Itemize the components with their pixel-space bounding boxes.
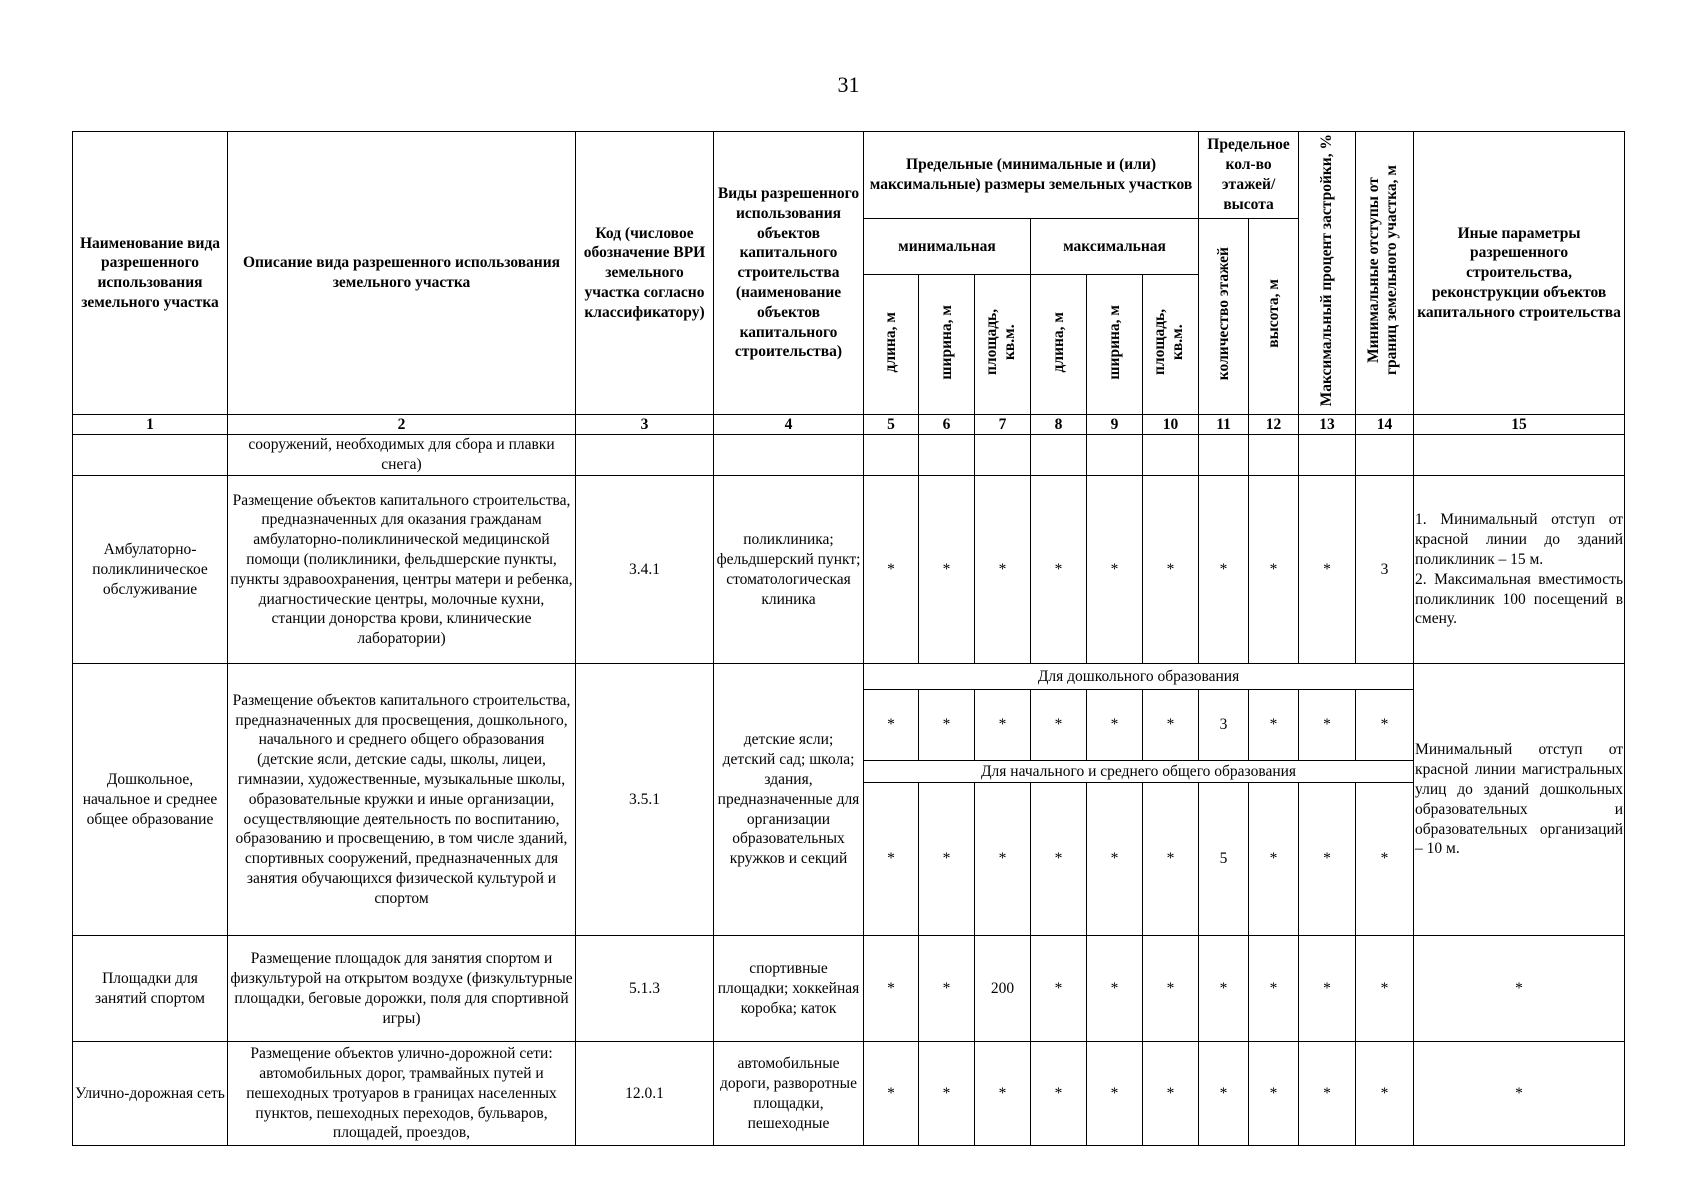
row-name: Амбулаторно-поликлиническое обслуживание <box>73 476 228 664</box>
land-use-table <box>72 131 1625 1146</box>
cell-empty <box>1087 435 1143 476</box>
cell-empty <box>1143 435 1199 476</box>
col-number: 14 <box>1356 415 1414 435</box>
row-other-item: 2. Максимальная вместимость поликлиник 100 посещений в смену. <box>1415 570 1624 628</box>
header-floors-group: Предельное кол-во этажей/ высота <box>1199 132 1299 219</box>
col-number: 13 <box>1299 415 1356 435</box>
cell-empty <box>1414 435 1625 476</box>
cell-empty <box>1199 435 1249 476</box>
header-name: Наименование вида разрешенного использования земельного участка <box>73 132 228 415</box>
cell-empty <box>73 435 228 476</box>
value-cell: * <box>975 690 1031 761</box>
header-max-length <box>1031 275 1087 415</box>
value-cell: * <box>1087 783 1143 936</box>
school-caption: Для начального и среднего общего образования <box>864 761 1414 783</box>
value-cell: * <box>919 690 975 761</box>
col-number: 15 <box>1414 415 1625 435</box>
value-cell: * <box>1143 783 1199 936</box>
header-max-area <box>1143 275 1199 415</box>
header-setbacks <box>1356 132 1414 415</box>
header-floors <box>1199 219 1249 415</box>
header-max-width-text: ширина, м <box>1105 304 1123 380</box>
value-cell: 3 <box>1199 690 1249 761</box>
value-cell: 3 <box>1356 476 1414 664</box>
col-number: 12 <box>1249 415 1299 435</box>
value-cell: * <box>1356 1042 1414 1146</box>
cell-empty <box>714 435 864 476</box>
value-cell: * <box>1249 783 1299 936</box>
value-cell: * <box>1087 1042 1143 1146</box>
value-cell: * <box>1143 1042 1199 1146</box>
row-other: * <box>1414 1042 1625 1146</box>
value-cell: * <box>975 783 1031 936</box>
cell-empty <box>864 435 919 476</box>
value-cell: * <box>1143 690 1199 761</box>
header-height-text: высота, м <box>1264 279 1282 349</box>
row-code: 5.1.3 <box>576 936 714 1042</box>
header-code: Код (числовое обозначение ВРИ земельного участка согласно классификатору) <box>576 132 714 415</box>
value-cell: * <box>1031 1042 1087 1146</box>
value-cell: * <box>975 1042 1031 1146</box>
value-cell: * <box>919 936 975 1042</box>
col-number: 9 <box>1087 415 1143 435</box>
row-objects: детские ясли; детский сад; школа; здания, предназначенные для организации образовательных кружков и секций <box>714 664 864 936</box>
header-min-length <box>864 275 919 415</box>
value-cell: * <box>864 1042 919 1146</box>
row-other-item: 1. Минимальный отступ от красной линии до зданий поликлиник – 15 м. <box>1415 511 1624 568</box>
value-cell: * <box>1199 476 1249 664</box>
table-row <box>73 476 1625 664</box>
row-description: сооружений, необходимых для сбора и плавки снега) <box>228 435 576 476</box>
value-cell: * <box>1299 476 1356 664</box>
value-cell: * <box>864 783 919 936</box>
header-min-area-text: площадь, кв.м. <box>982 308 1018 375</box>
header-min: минимальная <box>864 219 1031 275</box>
header-setbacks-text: Минимальные отступы от границ земельного участка, м <box>1364 165 1400 376</box>
row-other: Минимальный отступ от красной линии магистральных улиц до зданий дошкольных образовательных и образовательных организаций – 10 м. <box>1414 664 1625 936</box>
value-cell: 200 <box>975 936 1031 1042</box>
value-cell: * <box>1087 690 1143 761</box>
header-objects: Виды разрешенного использования объектов капитального строительства (наименование объектов капитального строительства) <box>714 132 864 415</box>
table-row <box>73 1042 1625 1146</box>
row-description: Размещение объектов улично-дорожной сети: автомобильных дорог, трамвайных путей и пешеходных тротуаров в границах населенных пунктов, пешеходных переходов, бульваров, площадей, проездов, <box>228 1042 576 1146</box>
value-cell: * <box>1249 690 1299 761</box>
value-cell: * <box>1087 476 1143 664</box>
cell-empty <box>1031 435 1087 476</box>
row-other <box>1414 476 1625 664</box>
value-cell: * <box>1356 690 1414 761</box>
value-cell: * <box>1249 936 1299 1042</box>
value-cell: * <box>1031 476 1087 664</box>
value-cell: * <box>919 783 975 936</box>
page-number: 31 <box>837 72 860 97</box>
col-number: 11 <box>1199 415 1249 435</box>
column-numbers-row <box>73 415 1625 435</box>
header-other: Иные параметры разрешенного строительства, реконструкции объектов капитального строительства <box>1414 132 1625 415</box>
preschool-caption: Для дошкольного образования <box>864 664 1414 690</box>
row-objects: спортивные площадки; хоккейная коробка; каток <box>714 936 864 1042</box>
row-code: 3.5.1 <box>576 664 714 936</box>
col-number: 8 <box>1031 415 1087 435</box>
cell-empty <box>576 435 714 476</box>
cell-empty <box>1356 435 1414 476</box>
header-description: Описание вида разрешенного использования земельного участка <box>228 132 576 415</box>
table-row <box>73 664 1625 690</box>
cell-empty <box>975 435 1031 476</box>
col-number: 6 <box>919 415 975 435</box>
row-name: Дошкольное, начальное и среднее общее образование <box>73 664 228 936</box>
col-number: 7 <box>975 415 1031 435</box>
value-cell: * <box>1143 476 1199 664</box>
value-cell: * <box>1031 690 1087 761</box>
row-objects: автомобильные дороги, разворотные площадки, пешеходные <box>714 1042 864 1146</box>
table-row <box>73 936 1625 1042</box>
cell-empty <box>1249 435 1299 476</box>
value-cell: * <box>1299 690 1356 761</box>
row-objects: поликлиника; фельдшерский пункт; стоматологическая клиника <box>714 476 864 664</box>
col-number: 1 <box>73 415 228 435</box>
value-cell: * <box>1087 936 1143 1042</box>
row-code: 12.0.1 <box>576 1042 714 1146</box>
header-max-percent-text: Максимальный процент застройки, % <box>1318 134 1336 407</box>
table-row <box>73 435 1625 476</box>
value-cell: * <box>919 1042 975 1146</box>
value-cell: * <box>1249 1042 1299 1146</box>
value-cell: * <box>864 936 919 1042</box>
header-floors-text: количество этажей <box>1214 247 1232 381</box>
row-other: * <box>1414 936 1625 1042</box>
value-cell: * <box>975 476 1031 664</box>
value-cell: * <box>1199 936 1249 1042</box>
header-height <box>1249 219 1299 415</box>
cell-empty <box>919 435 975 476</box>
header-max: максимальная <box>1031 219 1199 275</box>
value-cell: * <box>1299 783 1356 936</box>
col-number: 4 <box>714 415 864 435</box>
value-cell: * <box>1356 936 1414 1042</box>
value-cell: * <box>919 476 975 664</box>
header-max-percent <box>1299 132 1356 415</box>
header-max-width <box>1087 275 1143 415</box>
value-cell: * <box>1356 783 1414 936</box>
cell-empty <box>1299 435 1356 476</box>
value-cell: * <box>1143 936 1199 1042</box>
row-description: Размещение площадок для занятия спортом и физкультурой на открытом воздухе (физкультурные площадки, беговые дорожки, поля для спортивной игры) <box>228 936 576 1042</box>
row-name: Площадки для занятий спортом <box>73 936 228 1042</box>
header-min-width <box>919 275 975 415</box>
value-cell: * <box>1031 783 1087 936</box>
value-cell: * <box>1299 1042 1356 1146</box>
col-number: 5 <box>864 415 919 435</box>
header-max-area-text: площадь, кв.м. <box>1150 308 1186 375</box>
value-cell: * <box>1249 476 1299 664</box>
header-min-width-text: ширина, м <box>937 304 955 380</box>
row-description: Размещение объектов капитального строительства, предназначенных для оказания гражданам амбулаторно-поликлинической медицинской помощи (поликлиники, фельдшерские пункты, пункты здравоохранения, центры матери и ребенка, диагностические центры, молочные кухни, станции донорства крови, клинические лаборатории) <box>228 476 576 664</box>
value-cell: * <box>1031 936 1087 1042</box>
row-name: Улично-дорожная сеть <box>73 1042 228 1146</box>
value-cell: * <box>864 690 919 761</box>
header-sizes-group: Предельные (минимальные и (или) максимальные) размеры земельных участков <box>864 132 1199 219</box>
row-code: 3.4.1 <box>576 476 714 664</box>
header-min-area <box>975 275 1031 415</box>
value-cell: 5 <box>1199 783 1249 936</box>
col-number: 2 <box>228 415 576 435</box>
value-cell: * <box>1199 1042 1249 1146</box>
value-cell: * <box>864 476 919 664</box>
row-description: Размещение объектов капитального строительства, предназначенных для просвещения, дошкольного, начального и среднего общего образования (детские ясли, детские сады, школы, лицеи, гимназии, художественные, музыкальные школы, образовательные кружки и иные организации, осуществляющие деятельность по воспитанию, образованию и просвещению, в том числе зданий, спортивных сооружений, предназначенных для занятия обучающихся физической культурой и спортом <box>228 664 576 936</box>
header-max-length-text: длина, м <box>1049 311 1067 373</box>
col-number: 10 <box>1143 415 1199 435</box>
value-cell: * <box>1299 936 1356 1042</box>
header-min-length-text: длина, м <box>882 311 899 373</box>
col-number: 3 <box>576 415 714 435</box>
